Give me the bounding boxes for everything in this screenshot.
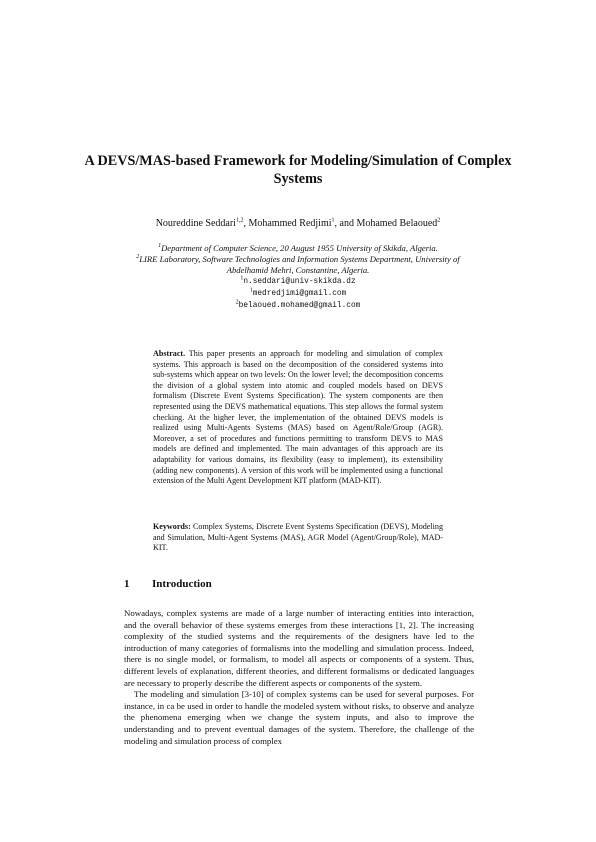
affiliation: [120, 254, 476, 276]
email-mark: 2: [235, 299, 239, 306]
email: [150, 288, 446, 300]
affiliations: [120, 243, 476, 276]
affiliation-mark: 2: [136, 254, 140, 261]
abstract: [153, 349, 443, 487]
author-name: Mohammed Redjimi: [248, 218, 332, 229]
keywords-label: Keywords:: [153, 522, 191, 531]
introduction-body: [124, 608, 474, 747]
body-paragraph: Nowadays, complex systems are made of a large number of interacting entities into interaction, and the overall behavior of these systems emerges from these interactions [1, 2]. The increasing complexity of the studied systems and the requirements of the designers have led to the introduction of many categories of formalisms into the modelling and simulation process. Indeed, there is no single model, or formalism, to model all aspects or components of a system. Thus, different levels of explanation, different theories, and different formalisms or dedicated languages are necessary to properly describe the different aspects or components of the system.: [124, 608, 474, 688]
email-mark: 1: [249, 287, 253, 294]
abstract-text: This paper presents an approach for modeling and simulation of complex systems. This approach is based on the decomposition of the considered systems into sub-systems which appear on two levels: On the lower level; the decomposition concerns the division of a global system into atomic and coupled models based on DEVS formalism (Discrete Event Systems Specification). The system components are then represented using the DEVS mathematical equations. This step allows the formal system checking. At the higher lever, the implementation of the obtained DEVS models is realized using Multi-Agents Systems (MAS) based on Agent/Role/Group (AGR). Moreover, a set of procedures and functions permitting to transform DEVS to MAS models are defined and implemented. The main advantages of this approach are its adaptability for various domains, its flexibility (easy to implement), its extensibility (adding new components). A version of this work will be implemented using a functional extension of the Multi Agent Development KIT platform (MAD-KIT).: [153, 349, 443, 486]
email: [150, 300, 446, 312]
abstract-label: Abstract.: [153, 349, 186, 358]
author-name: Mohamed Belaoued: [356, 218, 438, 229]
affiliation-mark: 1: [158, 243, 162, 250]
section-heading: [124, 578, 474, 590]
email-list: [150, 276, 446, 312]
paper-title: A DEVS/MAS-based Framework for Modeling/Simulation of Complex Systems: [84, 153, 512, 187]
author-affiliation-mark: 1: [331, 217, 335, 224]
keywords-text: Complex Systems, Discrete Event Systems Specification (DEVS), Modeling and Simulation, Multi-Agent Systems (MAS), AGR Model (Agent/Group/Role), MAD-KIT.: [153, 522, 443, 553]
email: [150, 276, 446, 288]
section-title: Introduction: [152, 578, 212, 590]
affiliation: [120, 243, 476, 254]
keywords: [153, 522, 443, 554]
section-number: 1: [124, 578, 130, 590]
email-mark: 1: [240, 275, 244, 282]
email-address: belaoued.mohamed@gmail.com: [238, 302, 361, 310]
author-list: [60, 218, 536, 230]
author-separator: ,: [243, 218, 249, 229]
author-affiliation-mark: 1,2: [235, 217, 244, 224]
author-affiliation-mark: 2: [437, 217, 441, 224]
body-paragraph: The modeling and simulation [3-10] of complex systems can be used for several purposes. For instance, in ca be used in order to handle the modeled system without risks, to observe and analyze the phenomena emerging when we change the system inputs, and also to improve the understanding and to prevent eventual damages of the system. Therefore, the challenge of the modeling and simulation process of complex: [124, 689, 474, 746]
author-name: Noureddine Seddari: [155, 218, 236, 229]
affiliation-text: LIRE Laboratory, Software Technologies and Information Systems Department, University of Abdelhamid Mehri, Constantine, Algeria.: [139, 254, 460, 275]
email-address: medredjimi@gmail.com: [252, 290, 347, 298]
affiliation-text: Department of Computer Science, 20 August 1955 University of Skikda, Algeria.: [161, 243, 438, 253]
email-address: n.seddari@univ-skikda.dz: [243, 278, 356, 286]
author-separator: , and: [334, 218, 357, 229]
